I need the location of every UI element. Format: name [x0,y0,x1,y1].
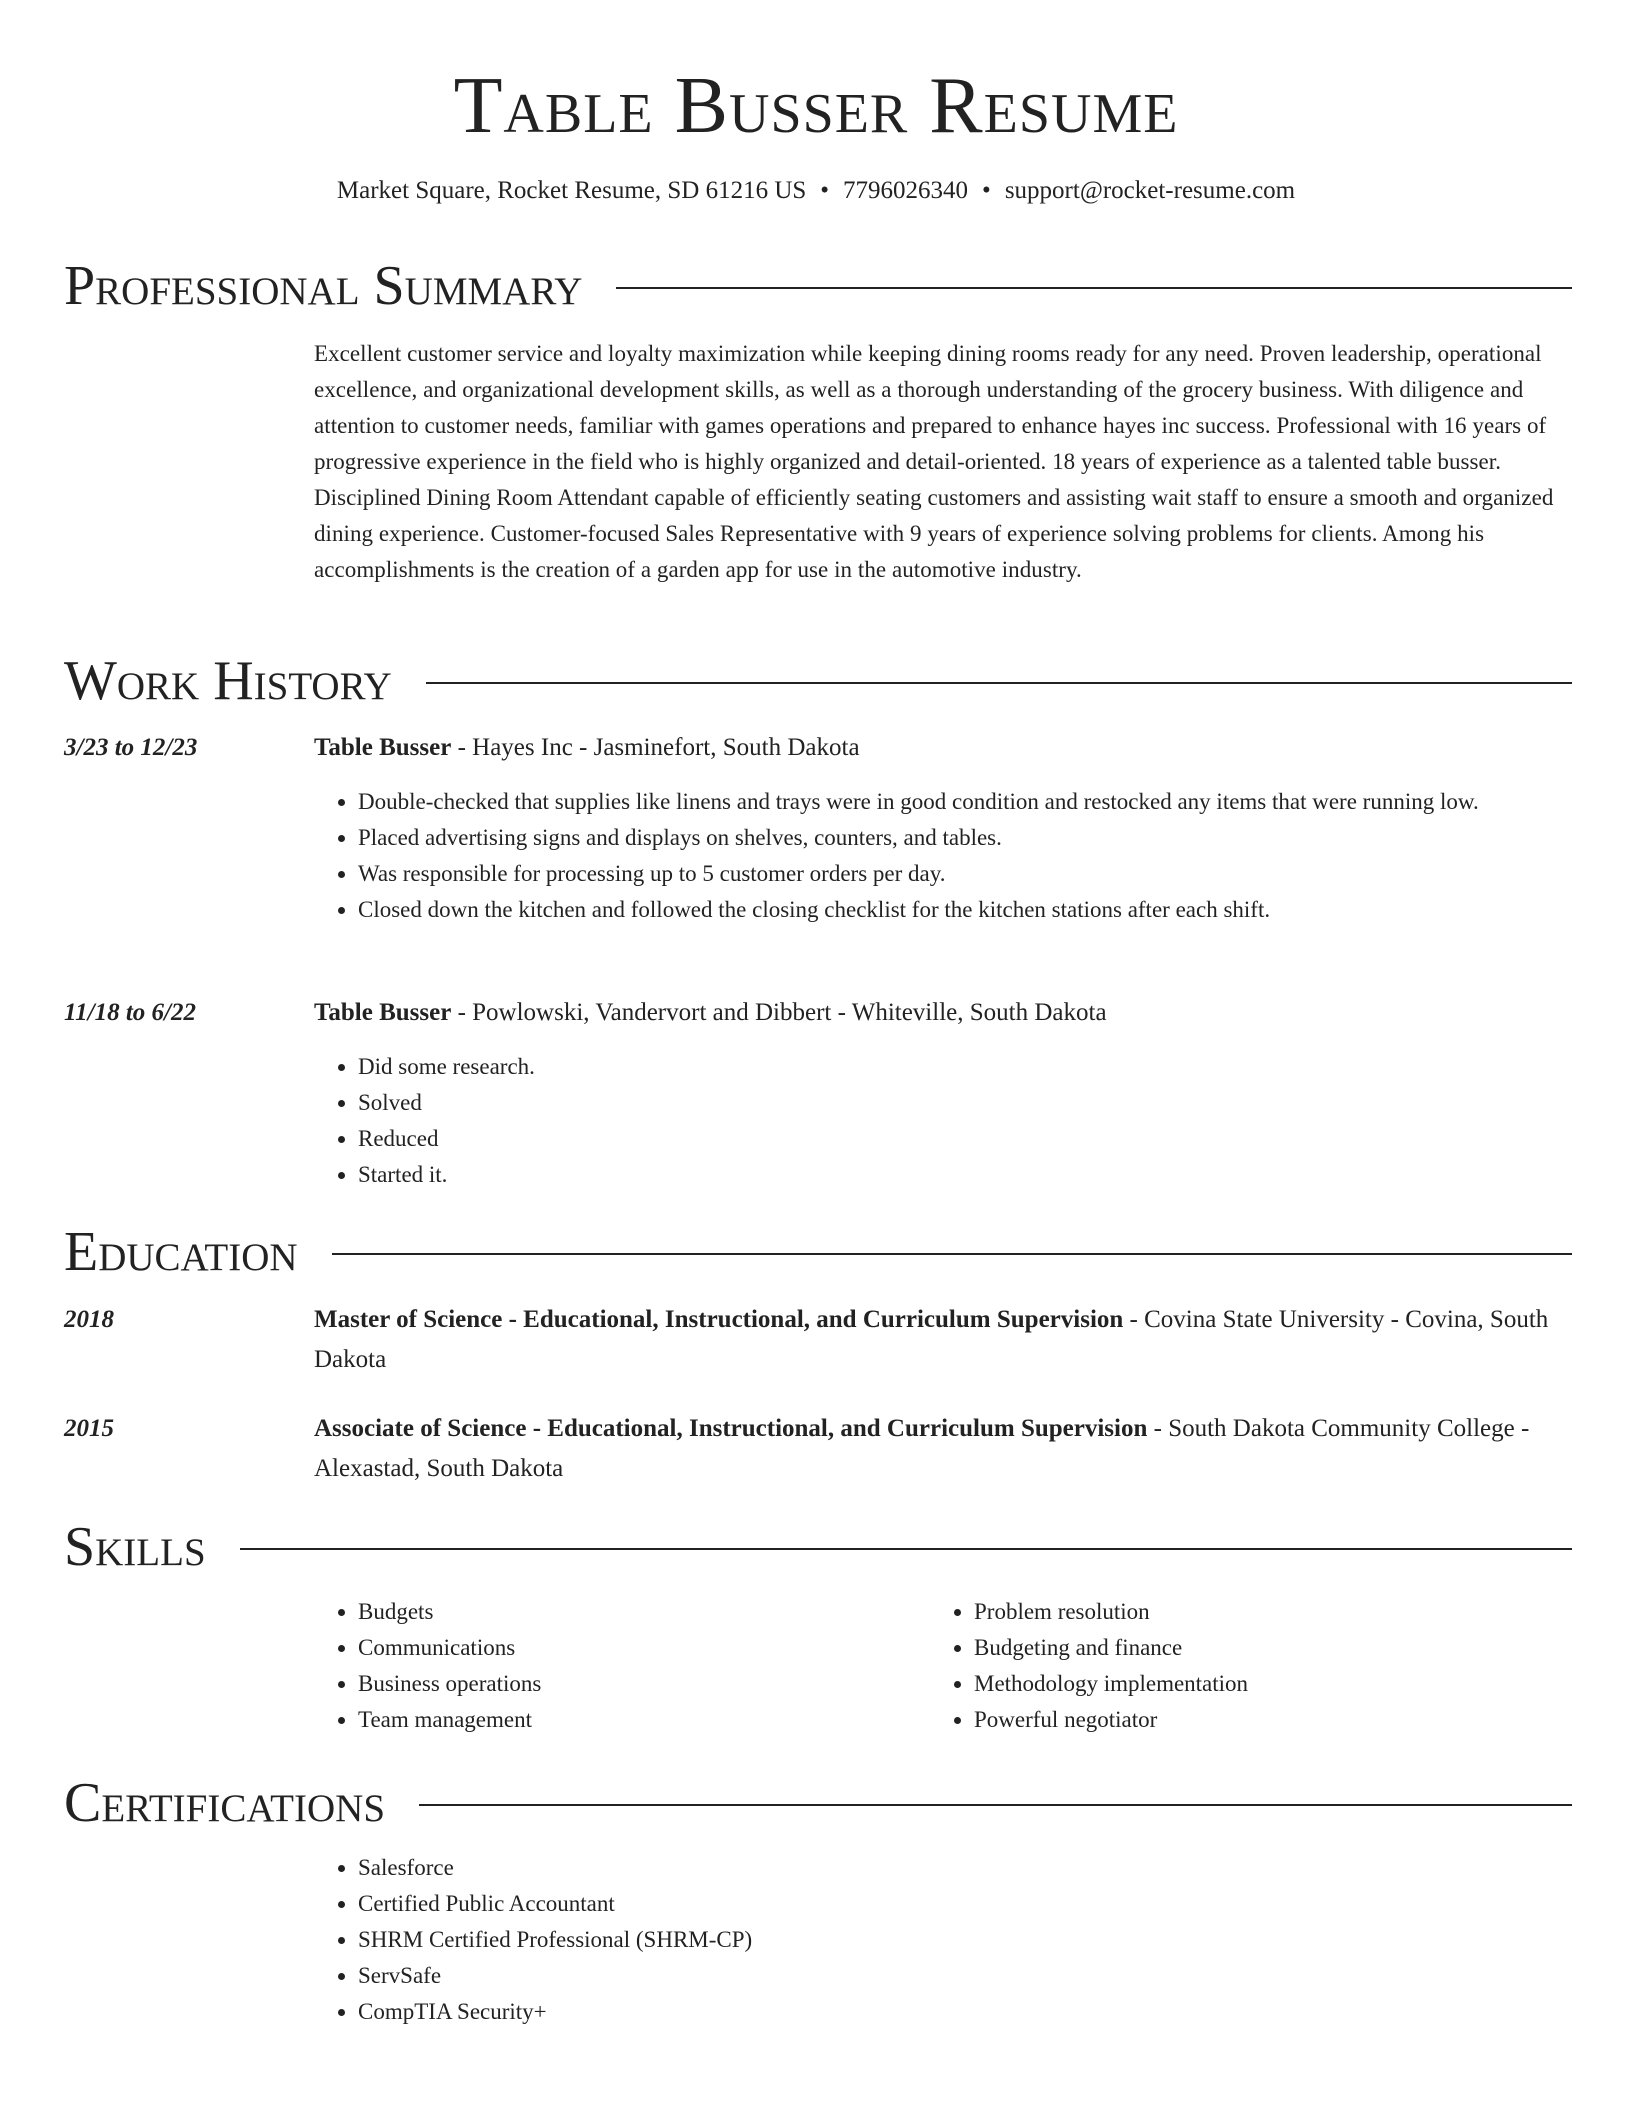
skill-item: • Team management [358,1702,918,1738]
certification-item: • CompTIA Security+ [358,1994,1572,2030]
section-title: Certifications [64,1772,386,1834]
job-details: - Hayes Inc - Jasminefort, South Dakota [451,734,860,761]
contact-phone: 7796026340 [843,177,969,204]
contact-email: support@rocket-resume.com [1004,177,1296,204]
skill-item: • Business operations [358,1666,918,1702]
job-heading [314,995,1572,1031]
list-item: • Reduced [358,1121,1572,1157]
education-year: 2018 [64,1306,114,1333]
section-title: Education [64,1221,298,1283]
education-degree: Master of Science - Educational, Instructional, and Curriculum Supervision [314,1306,1124,1333]
skill-item: • Problem resolution [974,1594,1574,1630]
summary-text: Excellent customer service and loyalty maximization while keeping dining rooms ready for any need. Proven leadership, operational excellence, and organizational development skills, as well as a thorough understanding of the grocery business. With diligence and attention to customer needs, familiar with games operations and prepared to enhance hayes inc success. Professional with 16 years of progressive experience in the field who is highly organized and detail-oriented. 18 years of experience as a talented table busser. Disciplined Dining Room Attendant capable of efficiently seating customers and assisting wait staff to ensure a smooth and organized dining experience. Customer-focused Sales Representative with 9 years of experience solving problems for clients. Among his accomplishments is the creation of a garden app for use in the automotive industry. [314,341,1554,582]
job-heading [314,730,1572,766]
skill-item: • Budgets [358,1594,918,1630]
list-item: • Did some research. [358,1049,1572,1085]
summary-section-header [64,253,1572,319]
summary-block [314,336,1572,588]
contact-address: Market Square, Rocket Resume, SD 61216 US [336,177,807,204]
job-title: Table Busser [314,999,452,1026]
contact-separator: • [982,177,991,204]
education-school: - Covina State University - Covina, South Dakota [314,1306,1549,1373]
section-divider [426,682,1572,684]
certification-item: • Certified Public Accountant [358,1886,1572,1922]
list-item: • Double-checked that supplies like linens and trays were in good condition and restocked any items that were running low. [358,784,1572,820]
skills-list-left [314,1594,918,1738]
section-divider [419,1804,1572,1806]
certification-item: • ServSafe [358,1958,1572,1994]
education-section-header [64,1219,1572,1285]
skill-item: • Powerful negotiator [974,1702,1574,1738]
skill-item: • Methodology implementation [974,1666,1574,1702]
certification-item: • Salesforce [358,1850,1572,1886]
job-dates: 3/23 to 12/23 [64,734,198,761]
list-item: • Started it. [358,1157,1572,1193]
resume-title: Table Busser Resume [453,62,1179,150]
education-entry [314,1409,1572,1489]
education-entry [314,1300,1572,1380]
job-bullets [314,1049,1572,1193]
list-item: • Was responsible for processing up to 5 customer orders per day. [358,856,1572,892]
job-bullets [314,784,1572,928]
skill-item: • Communications [358,1630,918,1666]
certification-item: • SHRM Certified Professional (SHRM-CP) [358,1922,1572,1958]
job-title: Table Busser [314,734,452,761]
section-divider [616,287,1572,289]
skill-item: • Budgeting and finance [974,1630,1574,1666]
certifications-section-header [64,1770,1572,1836]
contact-line [0,174,1632,208]
section-divider [240,1548,1572,1550]
certifications-list [314,1850,1572,2030]
job-details: - Powlowski, Vandervort and Dibbert - Whiteville, South Dakota [451,999,1107,1026]
section-divider [332,1253,1572,1255]
section-title: Skills [64,1516,206,1578]
skills-list-right [930,1594,1574,1738]
education-year: 2015 [64,1415,114,1442]
list-item: • Closed down the kitchen and followed the closing checklist for the kitchen stations after each shift. [358,892,1572,928]
education-degree: Associate of Science - Educational, Instructional, and Curriculum Supervision [314,1415,1148,1442]
education-school: - South Dakota Community College - Alexastad, South Dakota [314,1415,1530,1482]
job-dates: 11/18 to 6/22 [64,999,196,1026]
contact-separator: • [820,177,830,204]
work-section-header [64,648,1572,714]
section-title: Professional Summary [64,255,583,317]
skills-section-header [64,1514,1572,1580]
list-item: • Solved [358,1085,1572,1121]
section-title: Work History [64,650,392,712]
list-item: • Placed advertising signs and displays on shelves, counters, and tables. [358,820,1572,856]
